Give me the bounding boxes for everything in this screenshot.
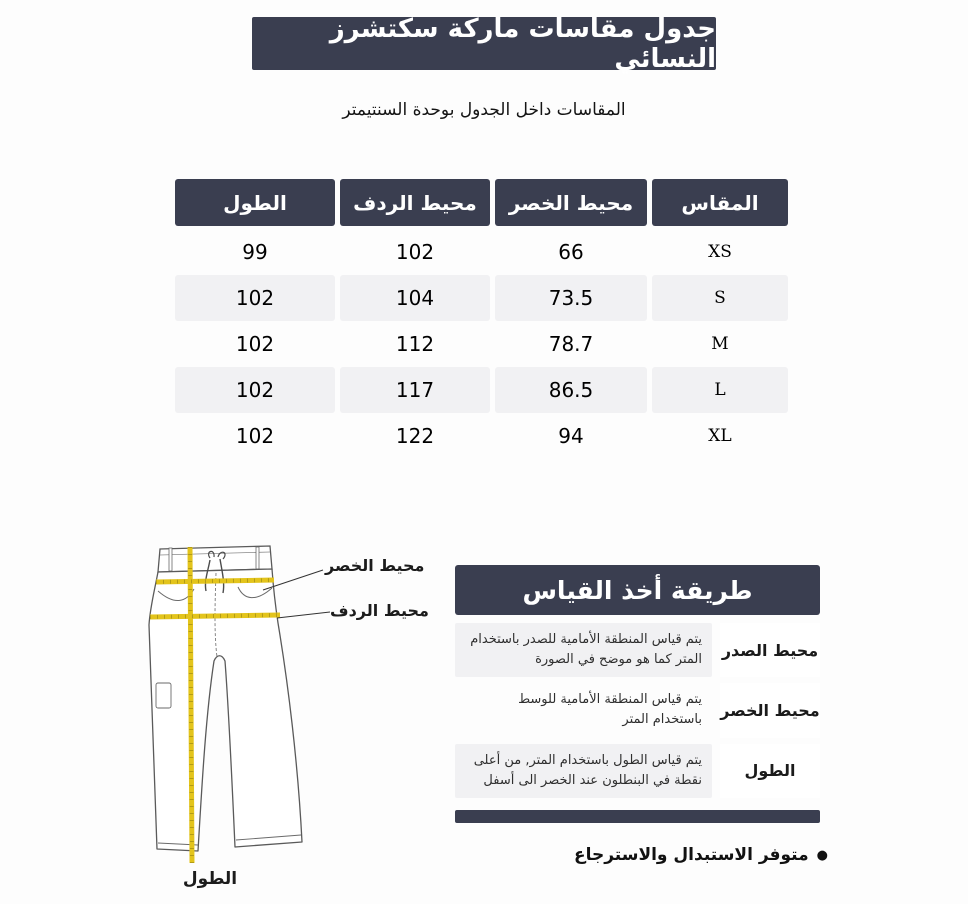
footer-note <box>574 845 828 865</box>
guide-row-label: محيط الصدر <box>720 623 820 677</box>
cell-hip: 117 <box>340 367 490 413</box>
cell-length: 99 <box>242 240 268 264</box>
guide-title: طريقة أخذ القياس <box>455 565 820 615</box>
waist-measure-label: محيط الخصر <box>325 556 425 575</box>
cell-waist: 66 <box>558 240 584 264</box>
cell-waist: 86.5 <box>495 367 647 413</box>
bullet-icon: ● <box>816 847 828 863</box>
length-measure-label: الطول <box>182 869 238 889</box>
col-header-waist: محيط الخصر <box>495 179 647 226</box>
guide-row <box>455 744 820 798</box>
col-header-size: المقاس <box>652 179 788 226</box>
hip-measure-label: محيط الردف <box>330 601 429 620</box>
cell-size: M <box>711 334 729 354</box>
page-title: جدول مقاسات ماركة سكتشرز النسائي <box>252 17 716 70</box>
size-table <box>175 179 788 459</box>
cell-size: XS <box>708 242 732 262</box>
cell-length: 102 <box>175 367 335 413</box>
guide-rows <box>455 623 820 798</box>
cell-length: 102 <box>235 332 275 356</box>
cell-length: 102 <box>235 424 275 448</box>
footer-note-text: متوفر الاستبدال والاسترجاع <box>573 845 809 865</box>
guide-row-label: محيط الخصر <box>720 683 820 737</box>
guide-row-desc: يتم قياس الطول باستخدام المتر, من أعلى نقطة في البنطلون عند الخصر الى أسفل <box>455 744 712 798</box>
table-row <box>175 321 788 367</box>
col-header-hip: محيط الردف <box>340 179 490 226</box>
guide-bottom-bar <box>455 810 820 823</box>
cell-size: S <box>652 275 788 321</box>
measurement-guide <box>455 565 820 823</box>
cell-hip: 112 <box>395 332 435 356</box>
table-row <box>175 275 788 321</box>
cell-size: XL <box>708 426 732 446</box>
cell-waist: 73.5 <box>495 275 647 321</box>
cell-waist: 78.7 <box>548 332 594 356</box>
table-row <box>175 367 788 413</box>
col-header-length: الطول <box>175 179 335 226</box>
table-row <box>175 413 788 459</box>
guide-row <box>455 623 820 677</box>
cell-length: 102 <box>175 275 335 321</box>
guide-row-desc: يتم قياس المنطقة الأمامية للصدر باستخدام المتر كما هو موضح في الصورة <box>455 623 712 677</box>
cell-waist: 94 <box>558 424 584 448</box>
guide-row-label: الطول <box>720 744 820 798</box>
size-table-header <box>175 179 788 226</box>
cell-hip: 104 <box>340 275 490 321</box>
cell-hip: 122 <box>395 424 435 448</box>
page-subtitle: المقاسات داخل الجدول بوحدة السنتيمتر <box>342 100 626 120</box>
table-row <box>175 229 788 275</box>
guide-row <box>455 683 820 737</box>
guide-row-desc: يتم قياس المنطقة الأمامية للوسط باستخدام المتر <box>518 692 702 728</box>
cell-hip: 102 <box>395 240 435 264</box>
cell-size: L <box>652 367 788 413</box>
